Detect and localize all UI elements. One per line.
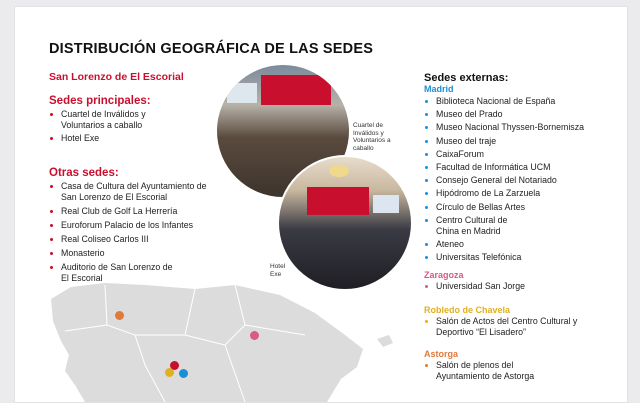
page-title: DISTRIBUCIÓN GEOGRÁFICA DE LAS SEDES — [49, 41, 374, 57]
astorga-label: Astorga — [424, 349, 459, 359]
robledo-section — [424, 305, 604, 338]
madrid-list — [424, 96, 604, 263]
stage-backdrop — [261, 75, 331, 105]
zaragoza-section — [424, 270, 604, 292]
screen-image — [227, 83, 257, 103]
list-item: Hipódromo de La Zarzuela — [424, 188, 604, 199]
robledo-list — [424, 316, 604, 338]
list-item: Euroforum Palacio de los Infantes — [49, 220, 219, 231]
caption-hotel-exe: Hotel Exe — [270, 263, 286, 278]
photo-hotel-exe — [277, 155, 413, 291]
balearic-islands — [377, 335, 393, 347]
zaragoza-list — [424, 281, 604, 292]
list-item: CaixaForum — [424, 149, 604, 160]
robledo-marker — [165, 368, 174, 377]
principales-heading: Sedes principales: — [49, 95, 151, 107]
list-item: Monasterio — [49, 248, 219, 259]
madrid-label: Madrid — [424, 84, 454, 94]
astorga-section — [424, 349, 604, 382]
list-item: Hotel Exe — [49, 133, 167, 144]
list-item: Facultad de Informática UCM — [424, 162, 604, 173]
astorga-list — [424, 360, 604, 382]
list-item: Cuartel de Inválidos y Voluntarios a caballo — [49, 109, 167, 131]
stage-backdrop — [307, 187, 369, 215]
screen-image — [373, 195, 399, 213]
sedes-principales — [49, 95, 167, 144]
otras-heading: Otras sedes: — [49, 167, 119, 179]
zaragoza-label: Zaragoza — [424, 270, 464, 280]
list-item: Real Club de Golf La Herrería — [49, 206, 219, 217]
list-item: Real Coliseo Carlos III — [49, 234, 219, 245]
madrid-section — [424, 84, 604, 263]
chandelier — [329, 165, 349, 177]
astorga-marker — [115, 311, 124, 320]
externas-heading: Sedes externas: — [424, 72, 509, 84]
madrid-marker — [179, 369, 188, 378]
list-item: Centro Cultural de China en Madrid — [424, 215, 516, 237]
slide-page — [14, 6, 628, 403]
list-item: Museo Nacional Thyssen-Bornemisza — [424, 122, 604, 133]
list-item: Salón de Actos del Centro Cultural y Deportivo “El Lisadero” — [424, 316, 604, 338]
list-item: Salón de plenos del Ayuntamiento de Astorga — [424, 360, 558, 382]
zaragoza-marker — [250, 331, 259, 340]
principales-list — [49, 109, 167, 144]
list-item: Universidad San Jorge — [424, 281, 604, 292]
spain-map — [45, 275, 395, 402]
list-item: Biblioteca Nacional de España — [424, 96, 604, 107]
list-item: Museo del traje — [424, 136, 604, 147]
list-item: Consejo General del Notariado — [424, 175, 604, 186]
list-item: Universitas Telefónica — [424, 252, 604, 263]
list-item: Casa de Cultura del Ayuntamiento de San Lorenzo de El Escorial — [49, 181, 219, 203]
otras-sedes — [49, 167, 219, 286]
escorial-heading: San Lorenzo de El Escorial — [49, 71, 184, 83]
otras-list — [49, 181, 219, 284]
robledo-label: Robledo de Chavela — [424, 305, 511, 315]
list-item: Museo del Prado — [424, 109, 604, 120]
list-item: Auditorio de San Lorenzo de El Escorial — [49, 262, 179, 284]
list-item: Ateneo — [424, 239, 604, 250]
spain-outline — [51, 283, 363, 402]
list-item: Círculo de Bellas Artes — [424, 202, 604, 213]
caption-cuartel: Cuartel de Inválidos y Voluntarios a caballo — [353, 122, 391, 152]
